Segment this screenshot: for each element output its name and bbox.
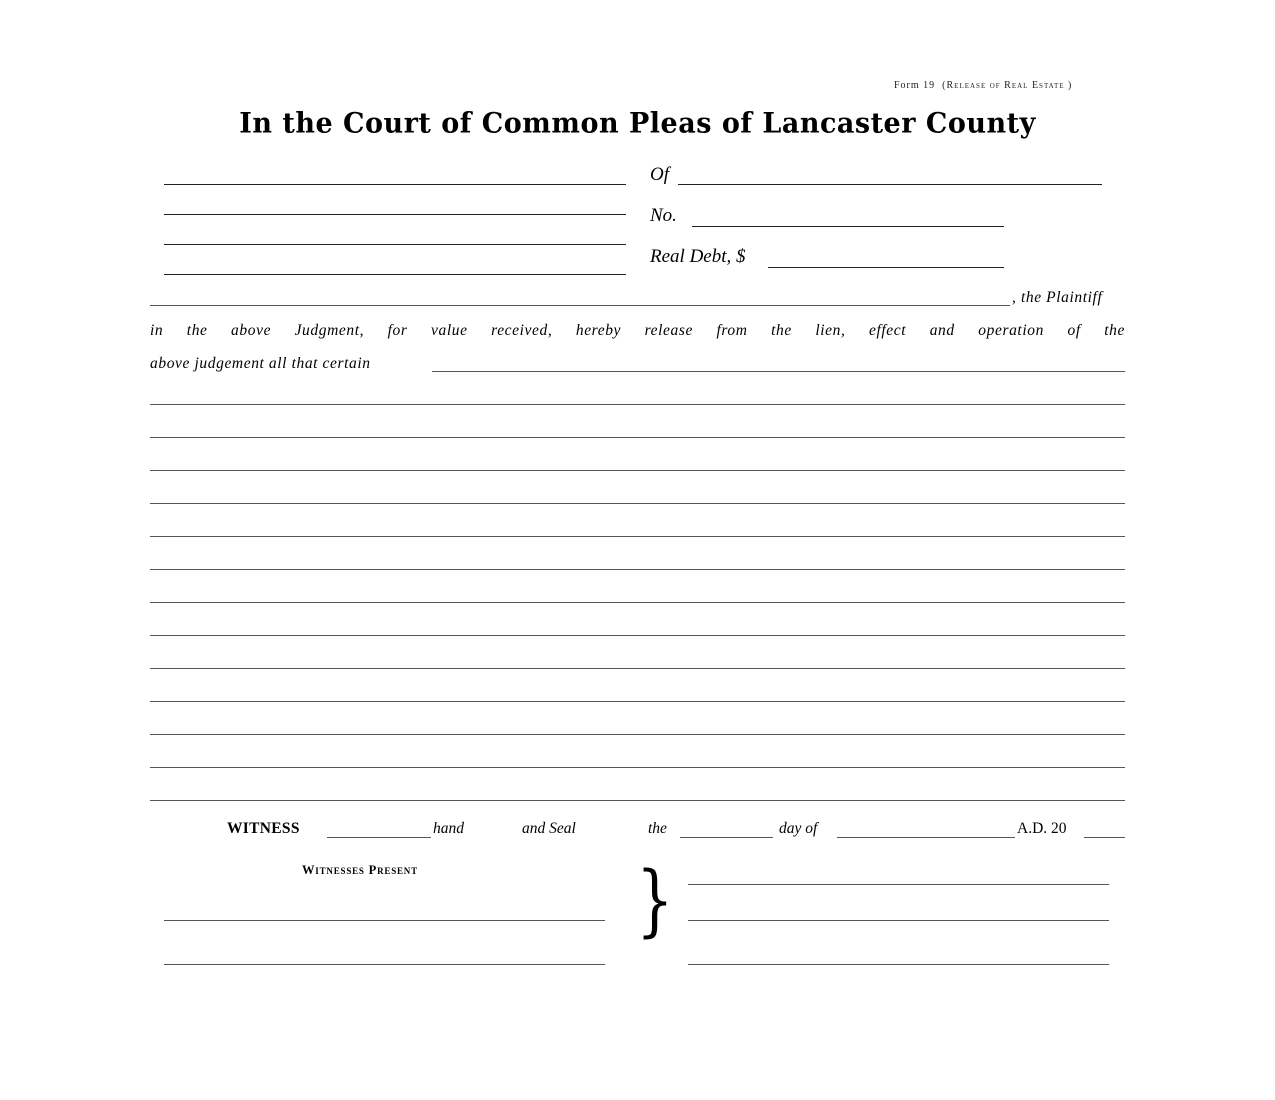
form-number-text: Form 19 (894, 80, 936, 91)
witness-present-line-1[interactable] (164, 920, 605, 921)
of-label: Of (650, 164, 669, 185)
word: received, (491, 322, 553, 339)
description-line-5[interactable] (150, 536, 1125, 537)
ad-label: A.D. 20 (1017, 820, 1067, 837)
witness-label: WITNESS (227, 820, 300, 837)
description-line-10[interactable] (150, 701, 1125, 702)
the-label: the (648, 820, 667, 837)
word: hereby (575, 322, 622, 339)
description-line-2[interactable] (150, 437, 1125, 438)
word: operation (978, 322, 1044, 339)
plaintiff-suffix: , the Plaintiff (1012, 289, 1103, 306)
day-field[interactable] (680, 837, 773, 838)
real-debt-field[interactable] (768, 267, 1004, 268)
description-line-4[interactable] (150, 503, 1125, 504)
signature-line-3[interactable] (688, 964, 1109, 965)
form-number (894, 80, 1072, 91)
word: effect (869, 322, 907, 339)
description-line-6[interactable] (150, 569, 1125, 570)
word: above (231, 322, 272, 339)
description-line-12[interactable] (150, 767, 1125, 768)
plaintiff-name-field[interactable] (150, 305, 1010, 306)
description-line-11[interactable] (150, 734, 1125, 735)
and-seal-label: and Seal (522, 820, 576, 837)
word: in (150, 322, 164, 339)
word: the (1104, 322, 1125, 339)
caption-party-line-3[interactable] (164, 244, 626, 245)
word: of (1067, 322, 1081, 339)
form-subtitle: (Release of Real Estate ) (942, 80, 1073, 91)
caption-party-line-2[interactable] (164, 214, 626, 215)
description-line-1[interactable] (150, 404, 1125, 405)
property-description-prefix: above judgement all that certain (150, 355, 371, 372)
of-field[interactable] (678, 184, 1102, 185)
month-field[interactable] (837, 837, 1015, 838)
hand-label: hand (433, 820, 464, 837)
property-description-field[interactable] (432, 371, 1125, 372)
description-line-9[interactable] (150, 668, 1125, 669)
word: lien, (815, 322, 846, 339)
day-of-label: day of (779, 820, 818, 837)
case-number-field[interactable] (692, 226, 1004, 227)
word: value (431, 322, 468, 339)
signature-line-1[interactable] (688, 884, 1109, 885)
caption-party-line-4[interactable] (164, 274, 626, 275)
real-debt-label: Real Debt, $ (650, 246, 746, 267)
witnesses-present-label: Witnesses Present (302, 863, 418, 877)
description-line-8[interactable] (150, 635, 1125, 636)
release-statement-line (150, 322, 1125, 340)
caption-party-line-1[interactable] (164, 184, 626, 185)
word: the (771, 322, 792, 339)
description-line-13[interactable] (150, 800, 1125, 801)
word: and (929, 322, 955, 339)
description-line-3[interactable] (150, 470, 1125, 471)
court-title: In the Court of Common Pleas of Lancaster County (239, 107, 1036, 140)
witness-name-field[interactable] (327, 837, 431, 838)
brace-icon: } (636, 856, 674, 946)
year-field[interactable] (1084, 837, 1125, 838)
word: Judgment, (294, 322, 365, 339)
signature-line-2[interactable] (688, 920, 1109, 921)
word: the (186, 322, 208, 339)
word: from (716, 322, 748, 339)
description-line-7[interactable] (150, 602, 1125, 603)
witness-present-line-2[interactable] (164, 964, 605, 965)
case-number-label: No. (650, 205, 677, 226)
word: for (387, 322, 408, 339)
word: release (644, 322, 693, 339)
